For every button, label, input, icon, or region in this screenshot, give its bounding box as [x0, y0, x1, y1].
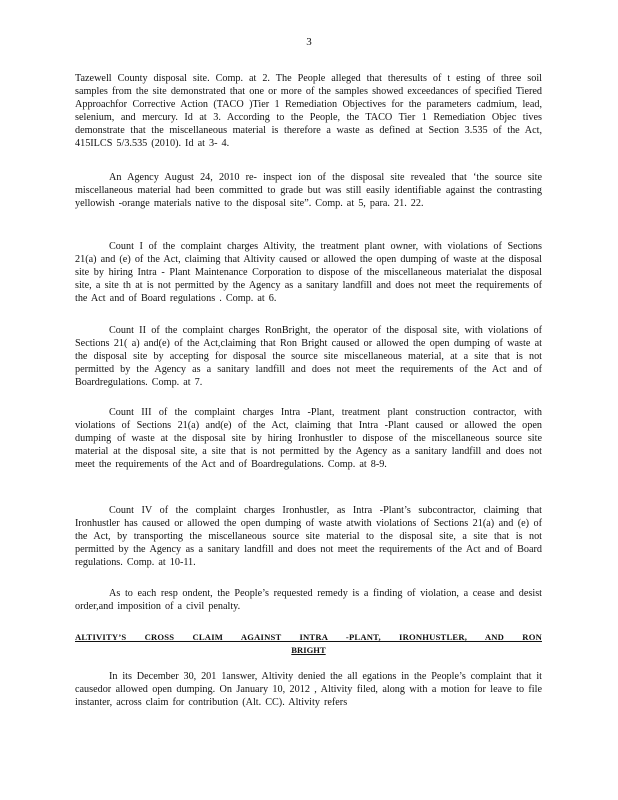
paragraph-count-2: Count II of the complaint charges RonBright, the operator of the disposal site, with violations of Sections 21( a) and(e) of the Act,claiming that Ron Bright caused or allowed the open dumping of waste at the disposal site by accepting for disposal the source site miscellaneous material, at a site that is not permitted by the Agency as a sanitary landfill and does not meet the requirements of the Act and of Boardregulations. Comp. at 7. [75, 325, 542, 388]
paragraph-taco-exceedances: Tazewell County disposal site. Comp. at 2. The People alleged that theresults of t esting of three soil samples from the site demonstrated that one or more of the samples showed exceedances of specified Tiered Approachfor Corrective Action (TACO )Tier 1 Remediation Objectives for the parameters cadmium, lead, selenium, and mercury. Id at 3. According to the People, the TACO Tier 1 Remediation Objec tives demonstrate that the miscellaneous material is therefore a waste as defined at Section 3.535 of the Act, 415ILCS 5/3.535 (2010). Id at 3- 4. [75, 73, 542, 149]
section-heading-cross-claim: ALTIVITY’S CROSS CLAIM AGAINST INTRA -PLANT, IRONHUSTLER, AND RON [75, 632, 542, 642]
paragraph-agency-reinspection: An Agency August 24, 2010 re- inspect ion of the disposal site revealed that ‘the source site miscellaneous material had been committed to grade but was still easily identifiable against the contrasting yellowish -orange materials native to the disposal site”. Comp. at 5, para. 21. 22. [75, 172, 542, 209]
page-number: 3 [306, 36, 312, 48]
section-heading-cross-claim-line2: BRIGHT [291, 645, 326, 655]
paragraph-count-1: Count I of the complaint charges Altivity, the treatment plant owner, with violations of Sections 21(a) and (e) of the Act, claiming that Altivity caused or allowed the open dumping of waste at the disposal site by hiring Intra - Plant Maintenance Corporation to dispose of the miscellaneous materialat the disposal site, a site th at is not permitted by the Agency as a sanitary landfill and does not meet the requirements of the Act and of Board regulations . Comp. at 6. [75, 241, 542, 304]
paragraph-altivity-answer: In its December 30, 201 1answer, Altivity denied the all egations in the People’s complaint that it causedor allowed open dumping. On January 10, 2012 , Altivity filed, along with a motion for leave to file instanter, across claim for contribution (Alt. CC). Altivity refers [75, 671, 542, 708]
paragraph-requested-remedy: As to each resp ondent, the People’s requested remedy is a finding of violation, a cease and desist order,and imposition of a civil penalty. [75, 588, 542, 612]
paragraph-count-4: Count IV of the complaint charges Ironhustler, as Intra -Plant’s subcontractor, claiming that Ironhustler has caused or allowed the open dumping of waste atwith violations of Sections 21(a) and (e) of the Act, by transporting the miscellaneous source site material to the disposal site, a site that is not permitted by the Agency as a sanitary landfill and does not meet the requirements of the Act and of Board regulations. Comp. at 10-11. [75, 505, 542, 568]
paragraph-count-3: Count III of the complaint charges Intra -Plant, treatment plant construction contractor, with violations of Sections 21(a) and(e) of the Act, claiming that Intra -Plant caused or allowed the open dumping of waste at the disposal site by hiring Ironhustler to dispose of the miscellaneous source site material at the disposal site, a site that is not permitted by the Agency as a sanitary landfill and does not meet the requirements of the Act and of Boardregulations. Comp. at 8-9. [75, 407, 542, 470]
